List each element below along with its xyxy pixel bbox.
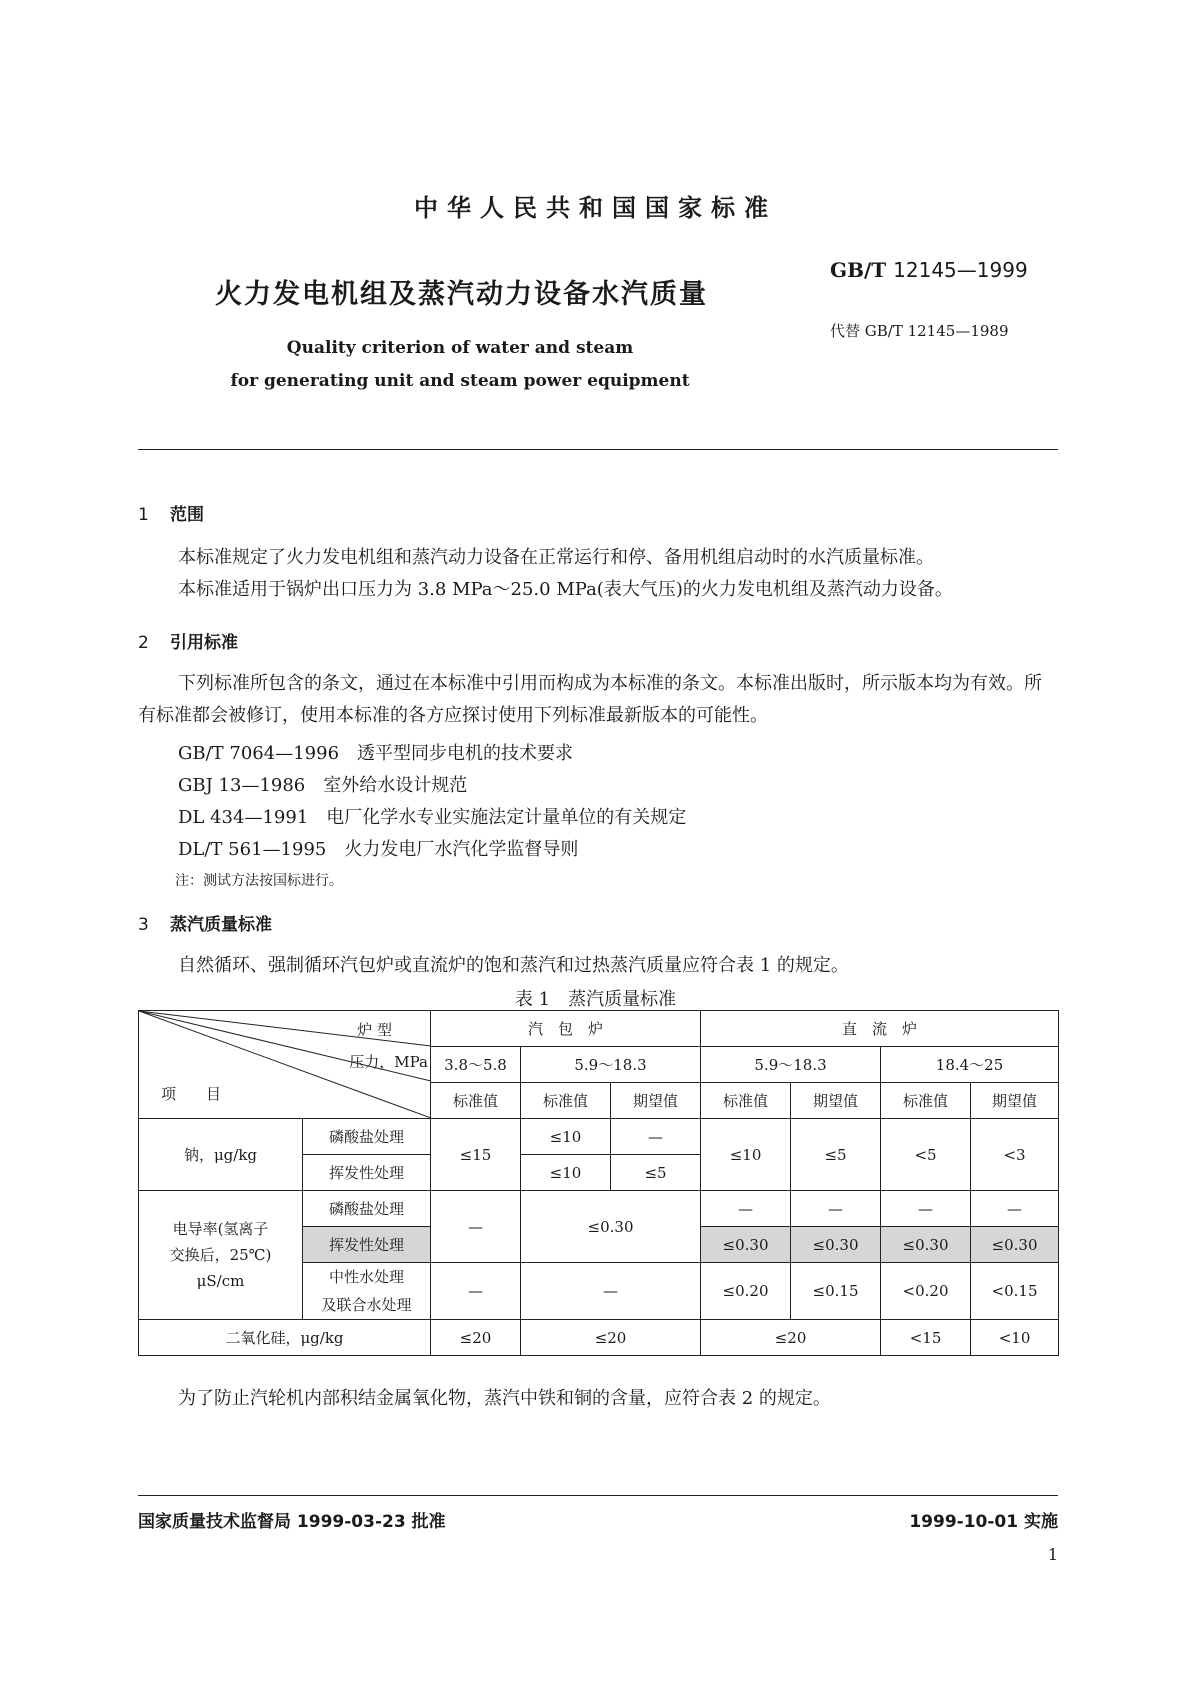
reference-item: GBJ 13—1986 室外给水设计规范 — [178, 775, 468, 796]
row-label-sodium: 钠，μg/kg — [139, 1119, 303, 1191]
reference-item: DL 434—1991 电厂化学水专业实施法定计量单位的有关规定 — [178, 807, 687, 828]
treatment-phosphate: 磷酸盐处理 — [303, 1191, 431, 1227]
header-standard-value: 标准值 — [521, 1083, 611, 1119]
table-cell: ≤20 — [521, 1320, 701, 1356]
pressure-range: 5.9～18.3 — [521, 1047, 701, 1083]
document-title-cn: 火力发电机组及蒸汽动力设备水汽质量 — [215, 279, 708, 310]
table-cell: <5 — [881, 1119, 971, 1191]
table-cell: ≤5 — [791, 1119, 881, 1191]
table-cell: — — [701, 1191, 791, 1227]
table-1-caption: 表 1 蒸汽质量标准 — [514, 989, 677, 1010]
table-cell: ≤10 — [521, 1155, 611, 1191]
standard-number — [830, 258, 1028, 282]
treatment-volatile: 挥发性处理 — [303, 1227, 431, 1263]
table-cell: — — [791, 1191, 881, 1227]
national-standard-heading: 中华人民共和国国家标准 — [414, 194, 777, 222]
approval-info: 国家质量技术监督局 1999-03-23 批准 — [138, 1512, 446, 1532]
pressure-range: 18.4～25 — [881, 1047, 1059, 1083]
treatment-volatile: 挥发性处理 — [303, 1155, 431, 1191]
section-3-para-2: 为了防止汽轮机内部积结金属氧化物，蒸汽中铁和铜的含量，应符合表 2 的规定。 — [178, 1388, 831, 1409]
section-3-para-1: 自然循环、强制循环汽包炉或直流炉的饱和蒸汽和过热蒸汽质量应符合表 1 的规定。 — [178, 955, 849, 976]
table-cell: <15 — [881, 1320, 971, 1356]
title-en-line2: for generating unit and steam power equipment — [230, 371, 690, 391]
header-standard-value: 标准值 — [881, 1083, 971, 1119]
reference-item: GB/T 7064—1996 透平型同步电机的技术要求 — [178, 743, 574, 764]
table-cell: ≤0.30 — [791, 1227, 881, 1263]
treatment-phosphate: 磷酸盐处理 — [303, 1119, 431, 1155]
pressure-range: 3.8～5.8 — [431, 1047, 521, 1083]
header-pressure: 压力，MPa — [349, 1053, 428, 1071]
table-cell: — — [431, 1263, 521, 1320]
header-expected-value: 期望值 — [971, 1083, 1059, 1119]
table-cell: — — [971, 1191, 1059, 1227]
table-cell: <10 — [971, 1320, 1059, 1356]
table-cell: ≤0.30 — [971, 1227, 1059, 1263]
section-1-heading: 1 范围 — [138, 505, 204, 525]
table-cell: ≤20 — [431, 1320, 521, 1356]
implementation-date: 1999-10-01 实施 — [909, 1512, 1058, 1532]
footer-divider — [138, 1495, 1058, 1496]
treatment-neutral-combined: 中性水处理 及联合水处理 — [303, 1263, 431, 1320]
table-cell: ≤10 — [521, 1119, 611, 1155]
table-cell: — — [431, 1191, 521, 1263]
section-1-para-2: 本标准适用于锅炉出口压力为 3.8 MPa～25.0 MPa(表大气压)的火力发电机组及蒸汽动力设备。 — [178, 579, 953, 600]
pressure-range: 5.9～18.3 — [701, 1047, 881, 1083]
header-standard-value: 标准值 — [431, 1083, 521, 1119]
page-number: 1 — [1047, 1545, 1058, 1564]
section-1-para-1: 本标准规定了火力发电机组和蒸汽动力设备在正常运行和停、备用机组启动时的水汽质量标准。 — [178, 547, 934, 568]
table-cell: ≤0.15 — [791, 1263, 881, 1320]
table-cell: <0.20 — [881, 1263, 971, 1320]
title-en-line1: Quality criterion of water and steam — [286, 338, 634, 358]
header-divider — [138, 449, 1058, 450]
section-2-heading: 2 引用标准 — [138, 633, 238, 653]
table-cell: <0.15 — [971, 1263, 1059, 1320]
table-cell: ≤10 — [701, 1119, 791, 1191]
header-expected-value: 期望值 — [791, 1083, 881, 1119]
header-standard-value: 标准值 — [701, 1083, 791, 1119]
section-2-note: 注：测试方法按国标进行。 — [175, 873, 343, 889]
standard-code: 12145—1999 — [893, 258, 1028, 282]
section-2-para-1: 下列标准所包含的条文，通过在本标准中引用而构成为本标准的条文。本标准出版时，所示版本均为有效。所有标准都会被修订，使用本标准的各方应探讨使用下列标准最新版本的可能性。 — [138, 673, 1042, 726]
header-once-through-boiler: 直 流 炉 — [701, 1011, 1059, 1047]
header-drum-boiler: 汽 包 炉 — [431, 1011, 701, 1047]
reference-item: DL/T 561—1995 火力发电厂水汽化学监督导则 — [178, 839, 579, 860]
header-furnace-type: 炉 型 — [357, 1021, 392, 1039]
table-cell: ≤0.30 — [881, 1227, 971, 1263]
table-corner-header — [139, 1011, 431, 1119]
header-item: 项 目 — [161, 1085, 222, 1103]
table-cell: ≤20 — [701, 1320, 881, 1356]
table-cell: ≤0.20 — [701, 1263, 791, 1320]
row-label-silica: 二氧化硅，μg/kg — [139, 1320, 431, 1356]
document-title-en — [230, 332, 690, 398]
table-cell: ≤0.30 — [701, 1227, 791, 1263]
table-cell: — — [521, 1263, 701, 1320]
table-cell: — — [611, 1119, 701, 1155]
replaces-standard: 代替 GB/T 12145—1989 — [830, 322, 1009, 340]
table-cell: ≤5 — [611, 1155, 701, 1191]
table-cell: — — [881, 1191, 971, 1227]
header-expected-value: 期望值 — [611, 1083, 701, 1119]
standard-prefix: GB/T — [830, 258, 887, 282]
table-cell: ≤0.30 — [521, 1191, 701, 1263]
table-cell: ≤15 — [431, 1119, 521, 1191]
row-label-conductivity: 电导率(氢离子 交换后，25℃) μS/cm — [139, 1191, 303, 1320]
steam-quality-table — [138, 1010, 1059, 1356]
table-cell: <3 — [971, 1119, 1059, 1191]
section-3-heading: 3 蒸汽质量标准 — [138, 915, 272, 935]
